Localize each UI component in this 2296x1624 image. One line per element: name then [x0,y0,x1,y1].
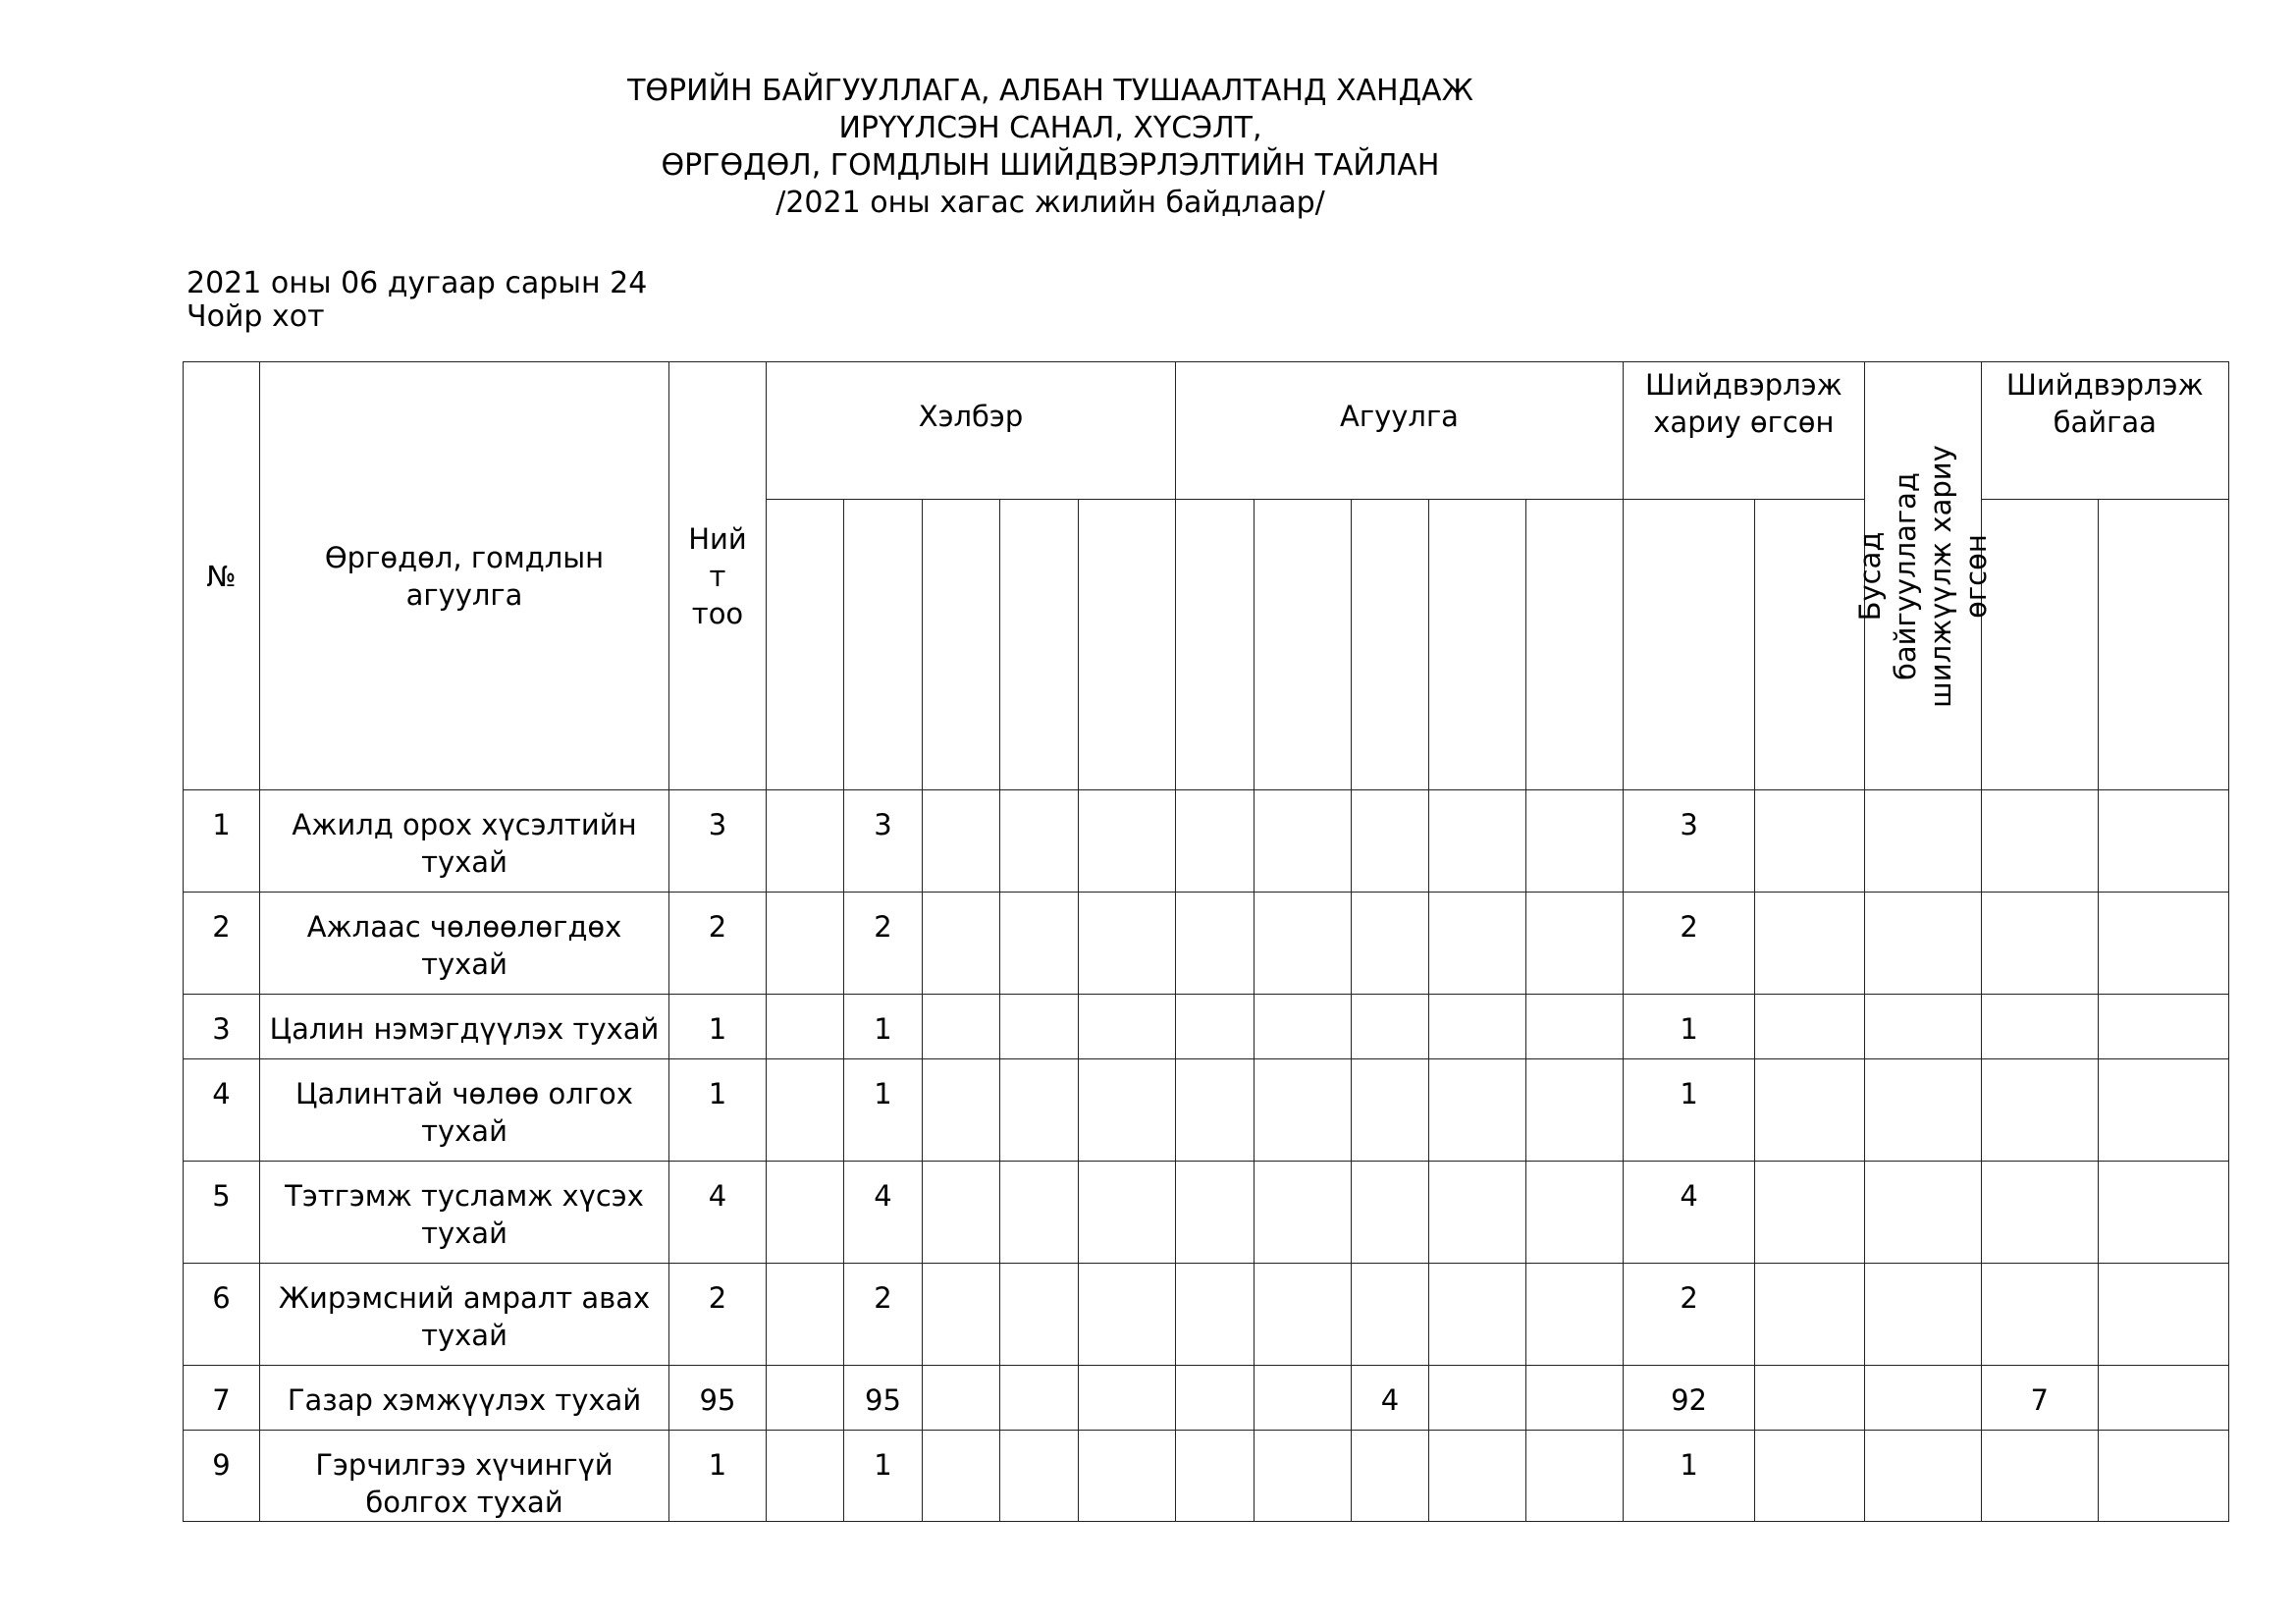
cell-gratitude [1176,1162,1255,1264]
cell-oral [767,1264,844,1366]
cell-notice [1526,1059,1624,1162]
cell-not-due [1981,1162,2098,1264]
cell-written: 3 [844,790,923,893]
header-topic-notice [1526,500,1624,790]
header-group-pending: Шийдвэрлэж байгаа [1981,362,2228,500]
cell-phone [923,1366,1000,1431]
cell-request [1352,1431,1429,1522]
cell-proposal [1255,1366,1352,1431]
header-total: Ний т тоо [669,362,767,790]
report-table [183,361,2229,1522]
cell-written: 1 [844,1431,923,1522]
cell-phone [923,1431,1000,1522]
cell-complaint [1429,1431,1526,1522]
row-total: 2 [669,1264,767,1366]
cell-in-time: 3 [1624,790,1755,893]
cell-not-due [1981,1059,2098,1162]
header-resolved-overdue [1755,500,1865,790]
report-title-line-2: ӨРГӨДӨЛ, ГОМДЛЫН ШИЙДВЭРЛЭЛТИЙН ТАЙЛАН [661,148,1440,183]
cell-in-progress [2098,1162,2228,1264]
report-title [550,73,1551,222]
report-meta [187,267,647,334]
cell-in-progress [2098,893,2228,995]
cell-overdue [1755,1366,1865,1431]
table-body [184,790,2229,1522]
cell-request: 4 [1352,1366,1429,1431]
header-form-higher [1079,500,1176,790]
cell-notice [1526,995,1624,1059]
cell-notice [1526,893,1624,995]
cell-written: 1 [844,1059,923,1162]
row-number: 3 [184,995,260,1059]
cell-in-progress [2098,790,2228,893]
cell-written: 1 [844,995,923,1059]
cell-proposal [1255,893,1352,995]
cell-in-progress [2098,1431,2228,1522]
cell-request [1352,893,1429,995]
header-group-topic: Агуулга [1176,362,1624,500]
row-total: 3 [669,790,767,893]
report-title-line-1: ТӨРИЙН БАЙГУУЛЛАГА, АЛБАН ТУШААЛТАНД ХАНДАЖ ИРҮҮЛСЭН САНАЛ, ХҮСЭЛТ, [627,74,1473,145]
report-subtitle: /2021 оны хагас жилийн байдлаар/ [775,186,1325,220]
cell-notice [1526,790,1624,893]
row-content: Газар хэмжүүлэх тухай [260,1366,669,1431]
cell-other-org [1864,1366,1981,1431]
cell-in-time: 2 [1624,893,1755,995]
cell-written: 2 [844,1264,923,1366]
cell-gratitude [1176,1366,1255,1431]
cell-gratitude [1176,1431,1255,1522]
cell-other-org [1864,1431,1981,1522]
cell-electronic [1000,893,1079,995]
cell-gratitude [1176,995,1255,1059]
cell-proposal [1255,1431,1352,1522]
cell-written: 95 [844,1366,923,1431]
cell-complaint [1429,1162,1526,1264]
cell-electronic [1000,790,1079,893]
cell-higher [1079,1162,1176,1264]
cell-complaint [1429,893,1526,995]
cell-proposal [1255,790,1352,893]
row-content: Гэрчилгээ хүчингүй болгох тухай [260,1431,669,1522]
cell-oral [767,790,844,893]
cell-higher [1079,1431,1176,1522]
cell-proposal [1255,995,1352,1059]
cell-request [1352,1059,1429,1162]
cell-complaint [1429,995,1526,1059]
header-content: Өргөдөл, гомдлын агуулга [260,362,669,790]
row-number: 1 [184,790,260,893]
cell-electronic [1000,995,1079,1059]
cell-gratitude [1176,790,1255,893]
cell-gratitude [1176,1059,1255,1162]
table-row [184,1162,2229,1264]
cell-oral [767,893,844,995]
header-other-org-label: Бусад байгууллагад шилжүүлж хариу өгсөн [1852,444,1993,708]
table-row [184,790,2229,893]
cell-in-time: 1 [1624,1431,1755,1522]
cell-in-time: 92 [1624,1366,1755,1431]
table-row [184,893,2229,995]
cell-proposal [1255,1162,1352,1264]
header-form-phone [923,500,1000,790]
header-form-electronic [1000,500,1079,790]
cell-notice [1526,1162,1624,1264]
header-group-resolved: Шийдвэрлэж хариу өгсөн [1624,362,1865,500]
cell-request [1352,1162,1429,1264]
cell-not-due [1981,790,2098,893]
cell-written: 2 [844,893,923,995]
cell-complaint [1429,1366,1526,1431]
header-resolved-in-time [1624,500,1755,790]
cell-not-due [1981,893,2098,995]
cell-phone [923,995,1000,1059]
row-content: Ажлаас чөлөөлөгдөх тухай [260,893,669,995]
cell-complaint [1429,790,1526,893]
row-total: 1 [669,1059,767,1162]
header-topic-gratitude [1176,500,1255,790]
row-total: 2 [669,893,767,995]
cell-proposal [1255,1264,1352,1366]
cell-complaint [1429,1059,1526,1162]
cell-overdue [1755,1162,1865,1264]
cell-other-org [1864,995,1981,1059]
row-total: 1 [669,1431,767,1522]
header-topic-request [1352,500,1429,790]
cell-overdue [1755,893,1865,995]
cell-oral [767,995,844,1059]
cell-request [1352,1264,1429,1366]
report-location: Чойр хот [187,299,325,334]
cell-higher [1079,893,1176,995]
cell-phone [923,1162,1000,1264]
cell-notice [1526,1366,1624,1431]
cell-written: 4 [844,1162,923,1264]
cell-overdue [1755,995,1865,1059]
cell-phone [923,1059,1000,1162]
cell-other-org [1864,1059,1981,1162]
cell-overdue [1755,790,1865,893]
cell-oral [767,1366,844,1431]
row-total: 4 [669,1162,767,1264]
table-row [184,1264,2229,1366]
table-header [184,362,2229,790]
cell-phone [923,893,1000,995]
row-number: 7 [184,1366,260,1431]
cell-in-time: 4 [1624,1162,1755,1264]
cell-oral [767,1162,844,1264]
row-content: Ажилд орох хүсэлтийн тухай [260,790,669,893]
cell-higher [1079,1366,1176,1431]
report-date: 2021 оны 06 дугаар сарын 24 [187,266,648,300]
cell-in-time: 2 [1624,1264,1755,1366]
table-row [184,995,2229,1059]
header-form-oral [767,500,844,790]
cell-gratitude [1176,893,1255,995]
header-number: № [184,362,260,790]
cell-in-progress [2098,995,2228,1059]
row-content: Цалинтай чөлөө олгох тухай [260,1059,669,1162]
row-number: 4 [184,1059,260,1162]
cell-other-org [1864,1162,1981,1264]
row-content: Тэтгэмж тусламж хүсэх тухай [260,1162,669,1264]
table-row [184,1431,2229,1522]
header-group-form: Хэлбэр [767,362,1176,500]
row-content: Жирэмсний амралт авах тухай [260,1264,669,1366]
cell-electronic [1000,1059,1079,1162]
cell-other-org [1864,893,1981,995]
cell-not-due: 7 [1981,1366,2098,1431]
cell-other-org [1864,1264,1981,1366]
cell-in-progress [2098,1366,2228,1431]
cell-oral [767,1059,844,1162]
cell-electronic [1000,1264,1079,1366]
cell-other-org [1864,790,1981,893]
cell-in-time: 1 [1624,1059,1755,1162]
cell-oral [767,1431,844,1522]
header-pending-not-due [1981,500,2098,790]
cell-electronic [1000,1162,1079,1264]
row-number: 5 [184,1162,260,1264]
cell-higher [1079,790,1176,893]
cell-overdue [1755,1264,1865,1366]
table-row [184,1366,2229,1431]
table-row [184,1059,2229,1162]
cell-phone [923,1264,1000,1366]
cell-higher [1079,1264,1176,1366]
row-number: 6 [184,1264,260,1366]
cell-proposal [1255,1059,1352,1162]
cell-in-time: 1 [1624,995,1755,1059]
cell-higher [1079,1059,1176,1162]
row-total: 95 [669,1366,767,1431]
header-pending-in-progress [2098,500,2228,790]
cell-not-due [1981,995,2098,1059]
row-number: 9 [184,1431,260,1522]
header-topic-proposal [1255,500,1352,790]
cell-phone [923,790,1000,893]
header-other-org [1852,362,1993,790]
cell-in-progress [2098,1059,2228,1162]
cell-overdue [1755,1431,1865,1522]
cell-complaint [1429,1264,1526,1366]
cell-electronic [1000,1366,1079,1431]
cell-request [1352,995,1429,1059]
cell-notice [1526,1431,1624,1522]
cell-higher [1079,995,1176,1059]
cell-not-due [1981,1264,2098,1366]
row-content: Цалин нэмэгдүүлэх тухай [260,995,669,1059]
cell-gratitude [1176,1264,1255,1366]
header-topic-complaint [1429,500,1526,790]
cell-request [1352,790,1429,893]
cell-overdue [1755,1059,1865,1162]
cell-not-due [1981,1431,2098,1522]
cell-notice [1526,1264,1624,1366]
header-form-written [844,500,923,790]
row-number: 2 [184,893,260,995]
cell-electronic [1000,1431,1079,1522]
row-total: 1 [669,995,767,1059]
cell-in-progress [2098,1264,2228,1366]
